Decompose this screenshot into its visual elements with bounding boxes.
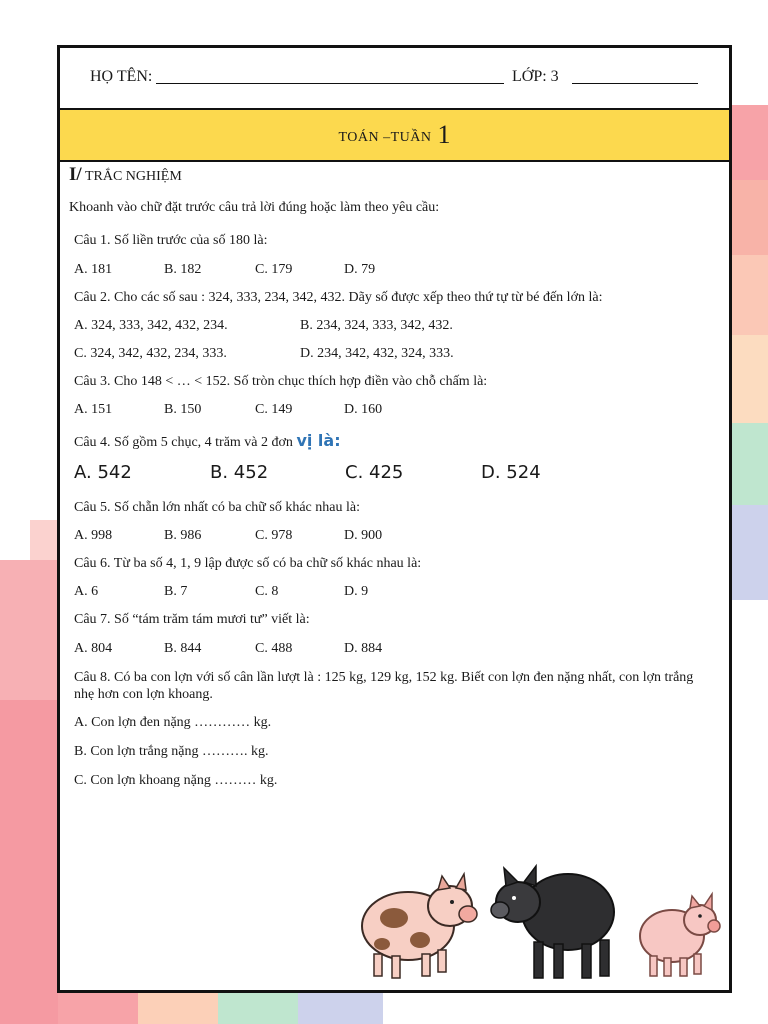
q3-option-c[interactable]: C. 149	[255, 402, 293, 417]
subject-title: TOÁN –TUẦN	[338, 130, 432, 145]
q8-answer-a[interactable]: A. Con lợn đen nặng ………… kg.	[74, 715, 272, 730]
worksheet	[57, 45, 732, 993]
q5-option-c[interactable]: C. 978	[255, 528, 293, 543]
q5-option-a[interactable]: A. 998	[74, 528, 113, 543]
section-number: I/	[69, 164, 82, 185]
spotted-pig-icon	[362, 874, 477, 978]
q4-option-d[interactable]: D. 524	[481, 462, 541, 483]
question-7: Câu 7. Số “tám trăm tám mươi tư” viết là:	[74, 612, 310, 627]
q1-option-c[interactable]: C. 179	[255, 262, 293, 277]
section-name: TRẮC NGHIỆM	[84, 169, 182, 184]
class-label: LỚP: 3	[512, 68, 559, 85]
q5-option-d[interactable]: D. 900	[344, 528, 383, 543]
question-6: Câu 6. Từ ba số 4, 1, 9 lập được số có ba chữ số khác nhau là:	[74, 556, 422, 571]
header-row	[60, 48, 729, 108]
black-pig-icon	[491, 866, 614, 978]
question-4-tail: vị là:	[296, 431, 341, 450]
question-4	[74, 431, 341, 451]
q1-option-a[interactable]: A. 181	[74, 262, 113, 277]
q3-option-b[interactable]: B. 150	[164, 402, 202, 417]
class-line[interactable]	[572, 83, 698, 84]
pigs-illustration	[360, 858, 722, 986]
question-1: Câu 1. Số liền trước của số 180 là:	[74, 233, 268, 248]
pink-pig-icon	[640, 894, 720, 976]
name-label: HỌ TÊN:	[90, 68, 153, 85]
q8-answer-b[interactable]: B. Con lợn trắng nặng ………. kg.	[74, 744, 269, 759]
question-3: Câu 3. Cho 148 < … < 152. Số tròn chục thích hợp điền vào chỗ chấm là:	[74, 374, 488, 389]
q4-option-b[interactable]: B. 452	[210, 462, 269, 483]
q6-option-c[interactable]: C. 8	[255, 584, 279, 599]
q4-option-a[interactable]: A. 542	[74, 462, 132, 483]
question-2: Câu 2. Cho các số sau : 324, 333, 234, 342, 432. Dãy số được xếp theo thứ tự từ bé đến lớn là:	[74, 290, 603, 305]
q3-option-d[interactable]: D. 160	[344, 402, 383, 417]
q8-answer-c[interactable]: C. Con lợn khoang nặng ……… kg.	[74, 773, 278, 788]
q1-option-d[interactable]: D. 79	[344, 262, 376, 277]
q7-option-d[interactable]: D. 884	[344, 641, 383, 656]
q7-option-a[interactable]: A. 804	[74, 641, 113, 656]
q2-option-b[interactable]: B. 234, 324, 333, 342, 432.	[300, 318, 453, 333]
section-heading	[69, 164, 182, 186]
week-number: 1	[437, 120, 451, 149]
q3-option-a[interactable]: A. 151	[74, 402, 113, 417]
q5-option-b[interactable]: B. 986	[164, 528, 202, 543]
q7-option-b[interactable]: B. 844	[164, 641, 202, 656]
q4-option-c[interactable]: C. 425	[345, 462, 404, 483]
q6-option-d[interactable]: D. 9	[344, 584, 369, 599]
q7-option-c[interactable]: C. 488	[255, 641, 293, 656]
instruction: Khoanh vào chữ đặt trước câu trả lời đúng hoặc làm theo yêu cầu:	[69, 200, 440, 215]
name-line[interactable]	[156, 83, 504, 84]
q6-option-b[interactable]: B. 7	[164, 584, 188, 599]
title-band	[60, 108, 729, 162]
question-5: Câu 5. Số chẵn lớn nhất có ba chữ số khác nhau là:	[74, 500, 360, 515]
q6-option-a[interactable]: A. 6	[74, 584, 99, 599]
q2-option-c[interactable]: C. 324, 342, 432, 234, 333.	[74, 346, 227, 361]
question-8: Câu 8. Có ba con lợn với số cân lần lượt là : 125 kg, 129 kg, 152 kg. Biết con lợn đen nặng nhất, con lợn trắng nhẹ hơn con lợn khoang.	[74, 670, 694, 702]
question-4-text: Câu 4. Số gồm 5 chục, 4 trăm và 2 đơn	[74, 435, 293, 450]
q2-option-a[interactable]: A. 324, 333, 342, 432, 234.	[74, 318, 228, 333]
q1-option-b[interactable]: B. 182	[164, 262, 202, 277]
q2-option-d[interactable]: D. 234, 342, 432, 324, 333.	[300, 346, 454, 361]
